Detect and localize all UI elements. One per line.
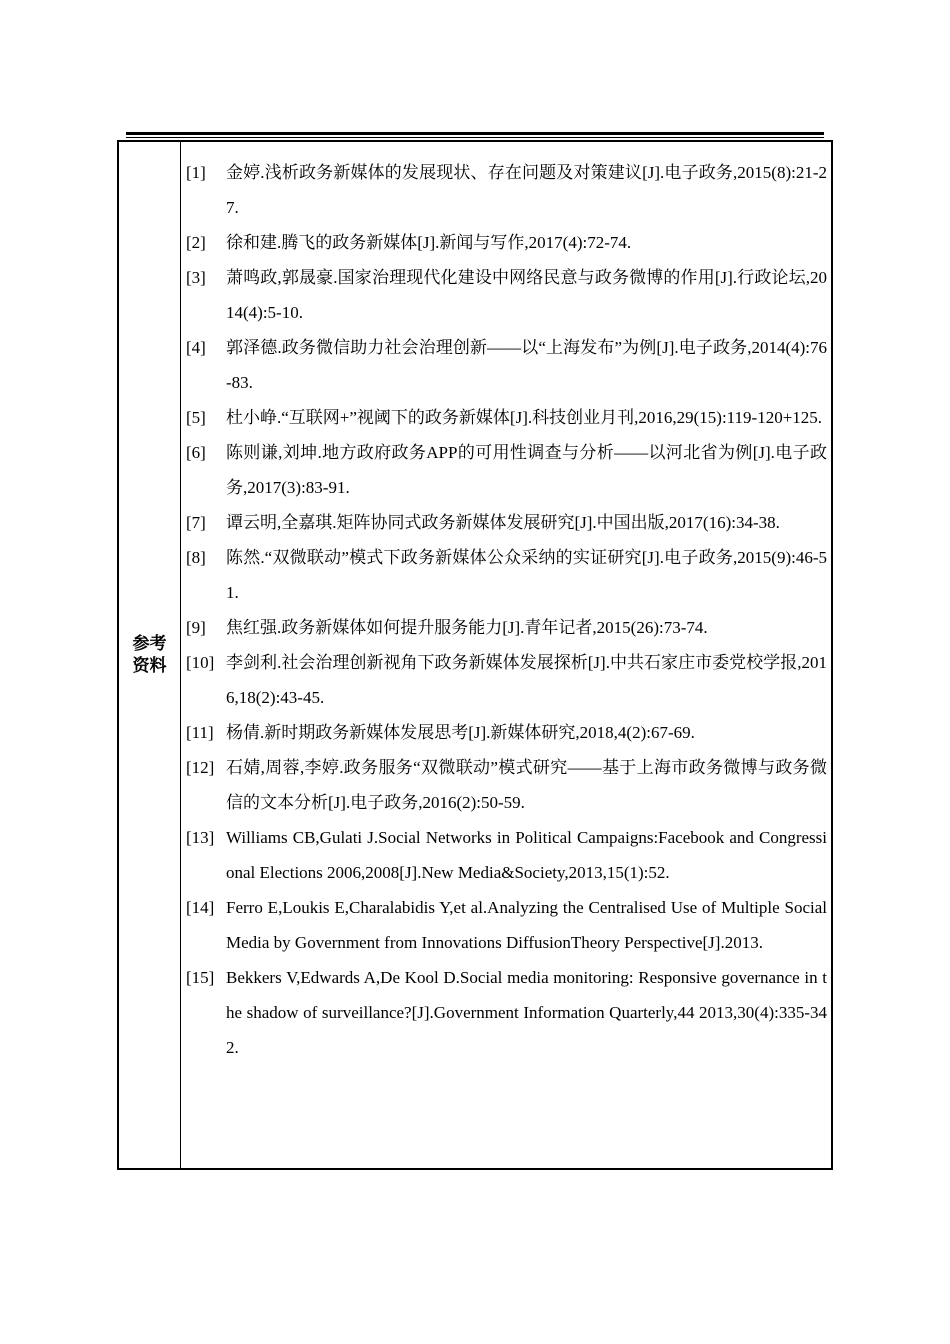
- reference-text: 焦红强.政务新媒体如何提升服务能力[J].青年记者,2015(26):73-74.: [226, 618, 708, 637]
- reference-text: Williams CB,Gulati J.Social Networks in Political Campaigns:Facebook and Congressional Elections 2006,2008[J].New Media&Society,2013,15(1):52.: [226, 828, 827, 882]
- reference-text: 石婧,周蓉,李婷.政务服务“双微联动”模式研究——基于上海市政务微博与政务微信的文本分析[J].电子政务,2016(2):50-59.: [226, 758, 827, 812]
- header-rule-thin: [126, 137, 824, 138]
- reference-number: [8]: [186, 548, 206, 567]
- reference-text: Ferro E,Loukis E,Charalabidis Y,et al.Analyzing the Centralised Use of Multiple Social Media by Government from Innovations DiffusionTheory Perspective[J].2013.: [226, 898, 827, 952]
- reference-text: 杜小峥.“互联网+”视阈下的政务新媒体[J].科技创业月刊,2016,29(15):119-120+125.: [226, 408, 823, 427]
- reference-number: [15]: [186, 968, 215, 987]
- reference-number: [5]: [186, 408, 206, 427]
- reference-text: 陈然.“双微联动”模式下政务新媒体公众采纳的实证研究[J].电子政务,2015(9):46-51.: [226, 548, 827, 602]
- reference-text: 谭云明,全嘉琪.矩阵协同式政务新媒体发展研究[J].中国出版,2017(16):34-38.: [226, 513, 780, 532]
- reference-text: 郭泽德.政务微信助力社会治理创新——以“上海发布”为例[J].电子政务,2014(4):76-83.: [226, 338, 827, 392]
- references-table: [117, 140, 833, 1170]
- reference-item: [186, 820, 827, 890]
- reference-item: [186, 155, 827, 225]
- reference-item: [186, 645, 827, 715]
- section-label: 参考资料: [132, 634, 167, 676]
- reference-item: [186, 750, 827, 820]
- reference-number: [2]: [186, 233, 206, 252]
- reference-item: [186, 225, 827, 260]
- reference-item: [186, 540, 827, 610]
- reference-item: [186, 505, 827, 540]
- reference-item: [186, 610, 827, 645]
- reference-item: [186, 330, 827, 400]
- reference-text: 萧鸣政,郭晟豪.国家治理现代化建设中网络民意与政务微博的作用[J].行政论坛,2014(4):5-10.: [226, 268, 827, 322]
- reference-item: [186, 435, 827, 505]
- reference-item: [186, 960, 827, 1065]
- reference-number: [13]: [186, 828, 215, 847]
- reference-text: 陈则谦,刘坤.地方政府政务APP的可用性调查与分析——以河北省为例[J].电子政务,2017(3):83-91.: [226, 443, 827, 497]
- reference-number: [1]: [186, 163, 206, 182]
- references-list: [181, 142, 831, 1168]
- reference-number: [14]: [186, 898, 215, 917]
- reference-text: 金婷.浅析政务新媒体的发展现状、存在问题及对策建议[J].电子政务,2015(8):21-27.: [226, 163, 827, 217]
- reference-number: [6]: [186, 443, 206, 462]
- reference-number: [7]: [186, 513, 206, 532]
- label-cell: [119, 142, 181, 1168]
- reference-number: [12]: [186, 758, 215, 777]
- reference-item: [186, 260, 827, 330]
- reference-text: Bekkers V,Edwards A,De Kool D.Social media monitoring: Responsive governance in the shadow of surveillance?[J].Government Information Quarterly,44 2013,30(4):335-342.: [226, 968, 827, 1057]
- reference-text: 杨倩.新时期政务新媒体发展思考[J].新媒体研究,2018,4(2):67-69.: [226, 723, 695, 742]
- reference-number: [3]: [186, 268, 206, 287]
- reference-number: [9]: [186, 618, 206, 637]
- reference-number: [11]: [186, 723, 214, 742]
- header-rule: [126, 132, 824, 135]
- reference-number: [4]: [186, 338, 206, 357]
- reference-item: [186, 715, 827, 750]
- reference-item: [186, 400, 827, 435]
- reference-text: 徐和建.腾飞的政务新媒体[J].新闻与写作,2017(4):72-74.: [226, 233, 632, 252]
- reference-text: 李剑利.社会治理创新视角下政务新媒体发展探析[J].中共石家庄市委党校学报,2016,18(2):43-45.: [226, 653, 827, 707]
- reference-number: [10]: [186, 653, 215, 672]
- reference-item: [186, 890, 827, 960]
